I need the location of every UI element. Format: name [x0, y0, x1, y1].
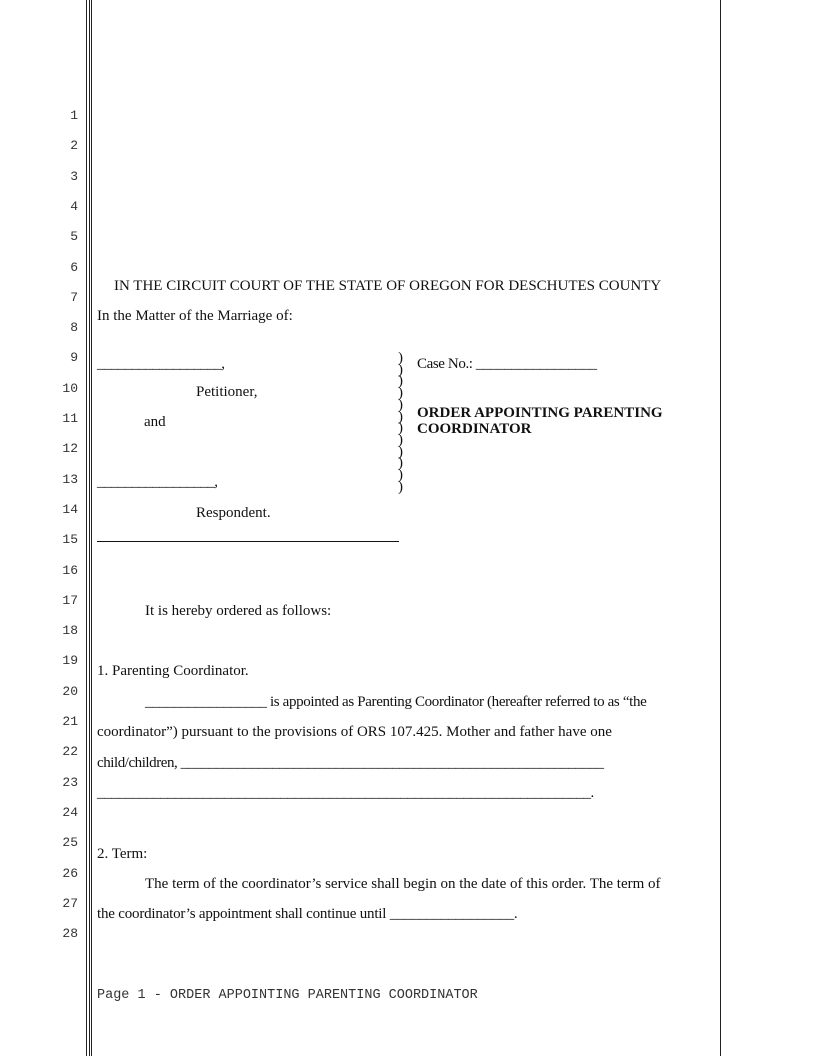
line-number: 26: [62, 865, 78, 881]
petitioner-label: Petitioner,: [196, 384, 258, 400]
case-number: Case No.: _________________: [417, 356, 597, 372]
page-footer: Page 1 - ORDER APPOINTING PARENTING COORDINATOR: [97, 988, 478, 1003]
and-label: and: [144, 414, 166, 430]
line-number: 19: [62, 653, 78, 669]
line-number: 3: [70, 168, 78, 184]
line-number: 18: [62, 623, 78, 639]
line-number: 2: [70, 138, 78, 154]
line-number: 9: [70, 350, 78, 366]
court-title: IN THE CIRCUIT COURT OF THE STATE OF OREGON FOR DESCHUTES COUNTY: [114, 278, 662, 294]
line-number: 22: [62, 744, 78, 760]
intro-text: It is hereby ordered as follows:: [145, 603, 332, 619]
line-number: 24: [62, 804, 78, 820]
caption-bottom-line: [97, 541, 399, 542]
line-number: 7: [70, 289, 78, 305]
line-number: 23: [62, 774, 78, 790]
line-number: 25: [62, 835, 78, 851]
line-number: 10: [62, 380, 78, 396]
petitioner-name-blank: __________________,: [97, 356, 225, 372]
line-number: 14: [62, 501, 78, 517]
line-number: 21: [62, 714, 78, 729]
line-number: 6: [70, 259, 78, 275]
left-margin-rule-3: [91, 0, 92, 1056]
line-number: 17: [62, 592, 78, 608]
order-title-line1: ORDER APPOINTING PARENTING: [417, 405, 663, 421]
caption-parentheses: ) ) ) ) ) ) ) ) ) ) ) ): [398, 350, 403, 495]
line-number: 1: [70, 108, 78, 123]
line-number: 5: [70, 229, 78, 245]
left-margin-rule-1: [86, 0, 87, 1056]
section-2-line-1: The term of the coordinator’s service shall begin on the date of this order. The term of: [145, 876, 661, 892]
section-1-line-1: _________________ is appointed as Parenting Coordinator (hereafter referred to as “the: [145, 694, 647, 710]
line-number: 8: [70, 320, 78, 336]
line-number: 28: [62, 926, 78, 942]
line-number: 11: [62, 411, 78, 426]
line-number: 13: [62, 471, 78, 487]
section-1-heading: 1. Parenting Coordinator.: [97, 663, 249, 679]
respondent-name-blank: _________________,: [97, 474, 218, 490]
section-1-line-3: child/children, ____________________________________________________________: [97, 755, 604, 771]
section-2-heading: 2. Term:: [97, 846, 148, 862]
matter-line: In the Matter of the Marriage of:: [97, 308, 293, 324]
respondent-label: Respondent.: [196, 505, 271, 521]
line-number: 12: [62, 441, 78, 457]
order-title-line2: COORDINATOR: [417, 421, 532, 437]
line-number: 20: [62, 683, 78, 699]
line-number: 15: [62, 532, 78, 548]
line-number: 16: [62, 562, 78, 578]
section-2-line-2: the coordinator’s appointment shall continue until _________________.: [97, 906, 518, 922]
line-number: 4: [70, 198, 78, 214]
right-margin-rule: [720, 0, 721, 1056]
section-1-line-2: coordinator”) pursuant to the provisions of ORS 107.425. Mother and father have one: [97, 724, 612, 740]
left-margin-rule-2: [89, 0, 90, 1056]
section-1-line-4: ______________________________________________________________________.: [97, 785, 594, 801]
line-number: 27: [62, 895, 78, 911]
